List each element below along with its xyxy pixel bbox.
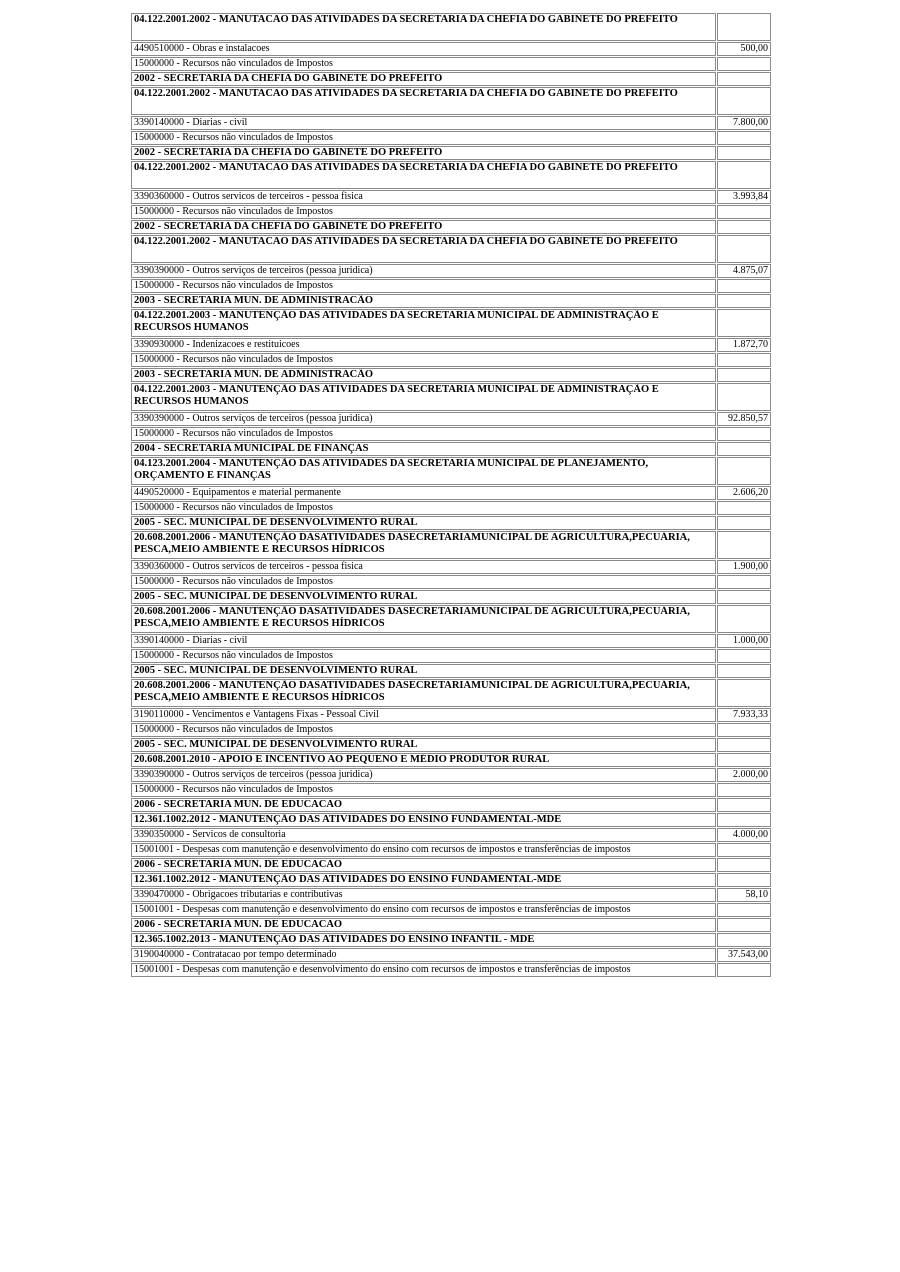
row-description: 3390390000 - Outros serviços de terceiros (pessoa juridica) (131, 412, 716, 426)
row-value (717, 516, 771, 530)
row-description: 3390140000 - Diarias - civil (131, 116, 716, 130)
row-value (717, 590, 771, 604)
row-description: 04.122.2001.2002 - MANUTACAO DAS ATIVIDADES DA SECRETARIA DA CHEFIA DO GABINETE DO PREFEITO (131, 161, 716, 189)
budget-table-body (131, 13, 771, 977)
item-row (131, 205, 771, 219)
row-description: 2005 - SEC. MUNICIPAL DE DESENVOLVIMENTO RURAL (131, 590, 716, 604)
heading-row (131, 918, 771, 932)
row-description: 15001001 - Despesas com manutenção e desenvolvimento do ensino com recursos de impostos e transferências de impostos (131, 843, 716, 857)
row-description: 12.361.1002.2012 - MANUTENÇÃO DAS ATIVIDADES DO ENSINO FUNDAMENTAL-MDE (131, 873, 716, 887)
item-row (131, 768, 771, 782)
row-description: 4490510000 - Obras e instalacoes (131, 42, 716, 56)
row-value (717, 427, 771, 441)
item-row (131, 963, 771, 977)
row-value: 3.993,84 (717, 190, 771, 204)
heading-row (131, 87, 771, 115)
row-value (717, 738, 771, 752)
row-value (717, 903, 771, 917)
item-row (131, 427, 771, 441)
row-value (717, 753, 771, 767)
row-value (717, 933, 771, 947)
row-description: 2002 - SECRETARIA DA CHEFIA DO GABINETE DO PREFEITO (131, 72, 716, 86)
heading-row (131, 738, 771, 752)
heading-row (131, 72, 771, 86)
row-description: 15000000 - Recursos não vinculados de Impostos (131, 575, 716, 589)
row-description: 04.122.2001.2003 - MANUTENÇÃO DAS ATIVIDADES DA SECRETARIA MUNICIPAL DE ADMINISTRAÇÃO E RECURSOS HUMANOS (131, 383, 716, 411)
row-description: 3390140000 - Diarias - civil (131, 634, 716, 648)
item-row (131, 279, 771, 293)
row-value: 1.900,00 (717, 560, 771, 574)
item-row (131, 353, 771, 367)
heading-row (131, 813, 771, 827)
row-description: 2006 - SECRETARIA MUN. DE EDUCACAO (131, 858, 716, 872)
heading-row (131, 368, 771, 382)
heading-row (131, 531, 771, 559)
heading-row (131, 798, 771, 812)
row-value (717, 205, 771, 219)
row-description: 20.608.2001.2006 - MANUTENÇÃO DASATIVIDADES DASECRETARIAMUNICIPAL DE AGRICULTURA,PECUÁRIA, PESCA,MEIO AMBIENTE E RECURSOS HÍDRICOS (131, 531, 716, 559)
heading-row (131, 13, 771, 41)
item-row (131, 843, 771, 857)
row-value: 7.933,33 (717, 708, 771, 722)
row-description: 04.122.2001.2002 - MANUTACAO DAS ATIVIDADES DA SECRETARIA DA CHEFIA DO GABINETE DO PREFEITO (131, 87, 716, 115)
row-value (717, 368, 771, 382)
row-description: 15000000 - Recursos não vinculados de Impostos (131, 501, 716, 515)
item-row (131, 42, 771, 56)
row-value (717, 353, 771, 367)
row-value (717, 843, 771, 857)
row-description: 3390470000 - Obrigacoes tributarias e contributivas (131, 888, 716, 902)
row-description: 2003 - SECRETARIA MUN. DE ADMINISTRACÃO (131, 368, 716, 382)
row-description: 15001001 - Despesas com manutenção e desenvolvimento do ensino com recursos de impostos e transferências de impostos (131, 963, 716, 977)
row-description: 2004 - SECRETARIA MUNICIPAL DE FINANÇAS (131, 442, 716, 456)
heading-row (131, 679, 771, 707)
heading-row (131, 220, 771, 234)
row-value (717, 309, 771, 337)
row-description: 4490520000 - Equipamentos e material permanente (131, 486, 716, 500)
row-value: 2.606,20 (717, 486, 771, 500)
row-description: 04.122.2001.2002 - MANUTACAO DAS ATIVIDADES DA SECRETARIA DA CHEFIA DO GABINETE DO PREFEITO (131, 13, 716, 41)
heading-row (131, 309, 771, 337)
row-description: 3390390000 - Outros serviços de terceiros (pessoa juridica) (131, 768, 716, 782)
heading-row (131, 383, 771, 411)
budget-table (130, 12, 772, 978)
row-description: 2005 - SEC. MUNICIPAL DE DESENVOLVIMENTO RURAL (131, 664, 716, 678)
row-description: 04.122.2001.2003 - MANUTENÇÃO DAS ATIVIDADES DA SECRETARIA MUNICIPAL DE ADMINISTRAÇÃO E RECURSOS HUMANOS (131, 309, 716, 337)
row-value: 1.000,00 (717, 634, 771, 648)
heading-row (131, 873, 771, 887)
item-row (131, 783, 771, 797)
row-description: 15000000 - Recursos não vinculados de Impostos (131, 783, 716, 797)
row-description: 20.608.2001.2006 - MANUTENÇÃO DASATIVIDADES DASECRETARIAMUNICIPAL DE AGRICULTURA,PECUÁRIA, PESCA,MEIO AMBIENTE E RECURSOS HÍDRICOS (131, 605, 716, 633)
row-value (717, 963, 771, 977)
row-value (717, 146, 771, 160)
row-description: 2005 - SEC. MUNICIPAL DE DESENVOLVIMENTO RURAL (131, 738, 716, 752)
row-value (717, 220, 771, 234)
row-description: 2003 - SECRETARIA MUN. DE ADMINISTRACÃO (131, 294, 716, 308)
heading-row (131, 933, 771, 947)
row-description: 20.608.2001.2006 - MANUTENÇÃO DASATIVIDADES DASECRETARIAMUNICIPAL DE AGRICULTURA,PECUÁRIA, PESCA,MEIO AMBIENTE E RECURSOS HÍDRICOS (131, 679, 716, 707)
row-description: 12.361.1002.2012 - MANUTENÇÃO DAS ATIVIDADES DO ENSINO FUNDAMENTAL-MDE (131, 813, 716, 827)
row-value (717, 858, 771, 872)
document-page (130, 12, 770, 978)
row-value: 7.800,00 (717, 116, 771, 130)
row-description: 15000000 - Recursos não vinculados de Impostos (131, 427, 716, 441)
row-value (717, 457, 771, 485)
row-value (717, 649, 771, 663)
row-value (717, 383, 771, 411)
row-value (717, 873, 771, 887)
heading-row (131, 753, 771, 767)
row-value: 1.872,70 (717, 338, 771, 352)
row-description: 15000000 - Recursos não vinculados de Impostos (131, 649, 716, 663)
row-value (717, 798, 771, 812)
heading-row (131, 442, 771, 456)
row-value (717, 723, 771, 737)
heading-row (131, 235, 771, 263)
row-description: 3390350000 - Servicos de consultoria (131, 828, 716, 842)
row-description: 3190040000 - Contratacao por tempo determinado (131, 948, 716, 962)
row-description: 04.122.2001.2002 - MANUTACAO DAS ATIVIDADES DA SECRETARIA DA CHEFIA DO GABINETE DO PREFEITO (131, 235, 716, 263)
row-value: 2.000,00 (717, 768, 771, 782)
item-row (131, 57, 771, 71)
row-value: 4.875,07 (717, 264, 771, 278)
item-row (131, 560, 771, 574)
row-description: 15000000 - Recursos não vinculados de Impostos (131, 353, 716, 367)
row-value (717, 87, 771, 115)
item-row (131, 501, 771, 515)
row-description: 15001001 - Despesas com manutenção e desenvolvimento do ensino com recursos de impostos e transferências de impostos (131, 903, 716, 917)
row-value (717, 13, 771, 41)
row-value (717, 161, 771, 189)
item-row (131, 575, 771, 589)
heading-row (131, 161, 771, 189)
heading-row (131, 146, 771, 160)
heading-row (131, 516, 771, 530)
item-row (131, 412, 771, 426)
row-value: 92.850,57 (717, 412, 771, 426)
item-row (131, 190, 771, 204)
row-value (717, 783, 771, 797)
row-value: 500,00 (717, 42, 771, 56)
item-row (131, 116, 771, 130)
item-row (131, 723, 771, 737)
item-row (131, 131, 771, 145)
row-description: 15000000 - Recursos não vinculados de Impostos (131, 279, 716, 293)
item-row (131, 948, 771, 962)
row-description: 20.608.2001.2010 - APOIO E INCENTIVO AO PEQUENO E MÉDIO PRODUTOR RURAL (131, 753, 716, 767)
row-value (717, 279, 771, 293)
item-row (131, 888, 771, 902)
item-row (131, 708, 771, 722)
item-row (131, 634, 771, 648)
row-value (717, 679, 771, 707)
item-row (131, 486, 771, 500)
row-value: 58,10 (717, 888, 771, 902)
item-row (131, 338, 771, 352)
row-description: 15000000 - Recursos não vinculados de Impostos (131, 723, 716, 737)
row-description: 04.123.2001.2004 - MANUTENÇÃO DAS ATIVIDADES DA SECRETARIA MUNICIPAL DE PLANEJAMENTO, ORÇAMENTO E FINANÇAS (131, 457, 716, 485)
item-row (131, 828, 771, 842)
row-value (717, 575, 771, 589)
row-value (717, 294, 771, 308)
row-description: 2005 - SEC. MUNICIPAL DE DESENVOLVIMENTO RURAL (131, 516, 716, 530)
row-description: 12.365.1002.2013 - MANUTENÇÃO DAS ATIVIDADES DO ENSINO INFANTIL - MDE (131, 933, 716, 947)
row-value (717, 131, 771, 145)
heading-row (131, 294, 771, 308)
row-description: 2002 - SECRETARIA DA CHEFIA DO GABINETE DO PREFEITO (131, 220, 716, 234)
heading-row (131, 590, 771, 604)
heading-row (131, 858, 771, 872)
heading-row (131, 605, 771, 633)
item-row (131, 649, 771, 663)
row-value (717, 235, 771, 263)
row-value (717, 531, 771, 559)
row-description: 15000000 - Recursos não vinculados de Impostos (131, 131, 716, 145)
row-value (717, 605, 771, 633)
row-value (717, 918, 771, 932)
row-description: 3190110000 - Vencimentos e Vantagens Fixas - Pessoal Civil (131, 708, 716, 722)
heading-row (131, 664, 771, 678)
item-row (131, 903, 771, 917)
row-description: 3390360000 - Outros servicos de terceiros - pessoa fisica (131, 560, 716, 574)
row-value (717, 442, 771, 456)
row-value (717, 664, 771, 678)
row-value: 37.543,00 (717, 948, 771, 962)
row-value (717, 813, 771, 827)
row-description: 15000000 - Recursos não vinculados de Impostos (131, 205, 716, 219)
row-description: 3390390000 - Outros serviços de terceiros (pessoa juridica) (131, 264, 716, 278)
row-description: 3390930000 - Indenizacoes e restituicoes (131, 338, 716, 352)
row-description: 2002 - SECRETARIA DA CHEFIA DO GABINETE DO PREFEITO (131, 146, 716, 160)
row-description: 3390360000 - Outros servicos de terceiros - pessoa fisica (131, 190, 716, 204)
row-description: 2006 - SECRETARIA MUN. DE EDUCACAO (131, 798, 716, 812)
row-value (717, 57, 771, 71)
row-description: 15000000 - Recursos não vinculados de Impostos (131, 57, 716, 71)
row-value (717, 72, 771, 86)
heading-row (131, 457, 771, 485)
row-description: 2006 - SECRETARIA MUN. DE EDUCACAO (131, 918, 716, 932)
row-value: 4.000,00 (717, 828, 771, 842)
row-value (717, 501, 771, 515)
item-row (131, 264, 771, 278)
